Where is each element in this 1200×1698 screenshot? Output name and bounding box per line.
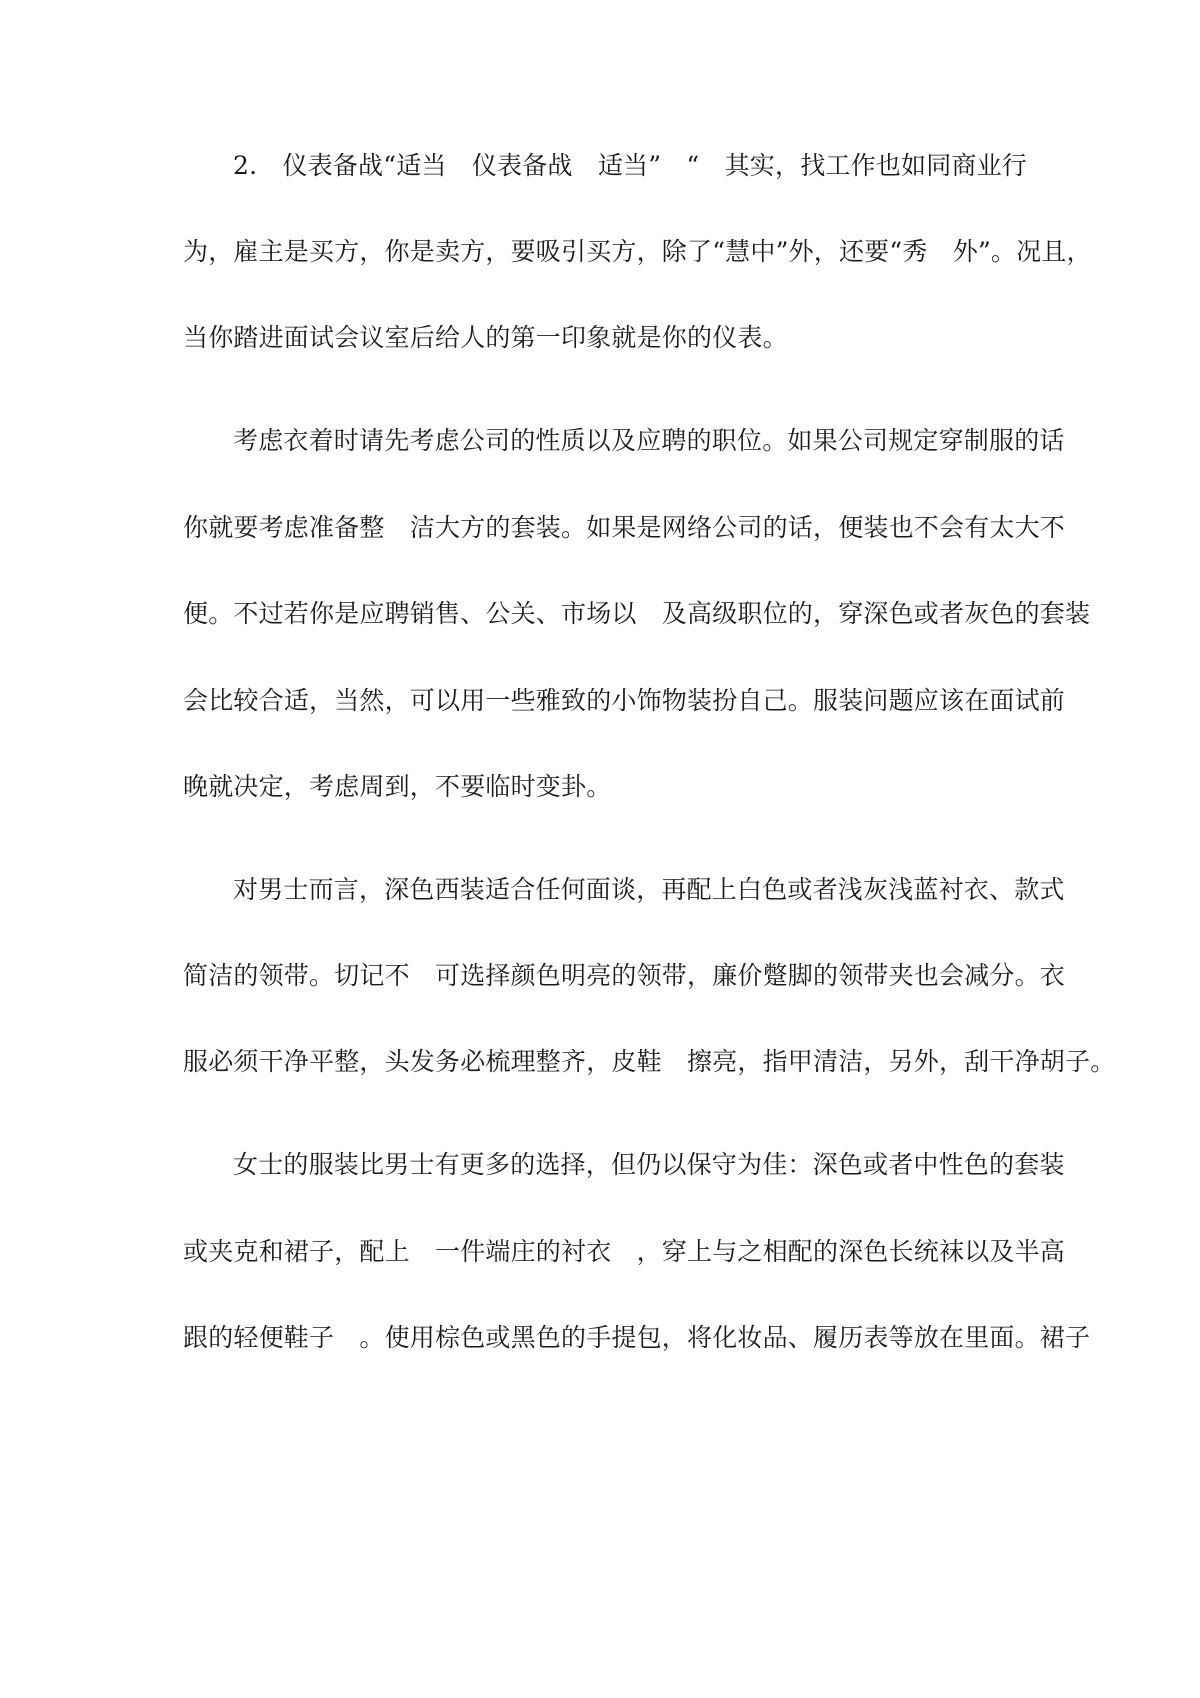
paragraph-3-line-1: 对男士而言，深色西装适合任何面谈，再配上白色或者浅灰浅蓝衬衣、款式: [233, 875, 1065, 904]
paragraph-4-line-3: 跟的轻便鞋子 。使用棕色或黑色的手提包，将化妆品、履历表等放在里面。裙子: [183, 1323, 1091, 1352]
paragraph-2-line-4: 会比较合适，当然，可以用一些雅致的小饰物装扮自己。服装问题应该在面试前: [183, 686, 1066, 715]
paragraph-2-line-3: 便。不过若你是应聘销售、公关、市场以 及高级职位的，穿深色或者灰色的套装: [183, 599, 1091, 628]
paragraph-2-line-2: 你就要考虑准备整 洁大方的套装。如果是网络公司的话，便装也不会有太大不: [183, 513, 1066, 542]
paragraph-1-line-3: 当你踏进面试会议室后给人的第一印象就是你的仪表。: [183, 323, 788, 352]
paragraph-2-line-1: 考虑衣着时请先考虑公司的性质以及应聘的职位。如果公司规定穿制服的话: [233, 426, 1065, 455]
paragraph-1-line-2: 为，雇主是买方，你是卖方，要吸引买方，除了“慧中”外，还要“秀 外”。况且，: [183, 237, 1092, 266]
paragraph-3-line-3: 服必须干净平整，头发务必梳理整齐，皮鞋 擦亮，指甲清洁，另外，刮干净胡子。: [183, 1047, 1116, 1076]
paragraph-4-line-1: 女士的服装比男士有更多的选择，但仍以保守为佳：深色或者中性色的套装: [233, 1150, 1065, 1179]
paragraph-1-line-1: 2. 仪表备战“适当 仪表备战 适当” “ 其实，找工作也如同商业行: [233, 151, 1027, 180]
paragraph-3-line-2: 简洁的领带。切记不 可选择颜色明亮的领带，廉价蹩脚的领带夹也会减分。衣: [183, 961, 1066, 990]
paragraph-2-line-5: 晚就决定，考虑周到，不要临时变卦。: [183, 772, 612, 801]
paragraph-4-line-2: 或夹克和裙子，配上 一件端庄的衬衣 ，穿上与之相配的深色长统袜以及半高: [183, 1237, 1066, 1266]
